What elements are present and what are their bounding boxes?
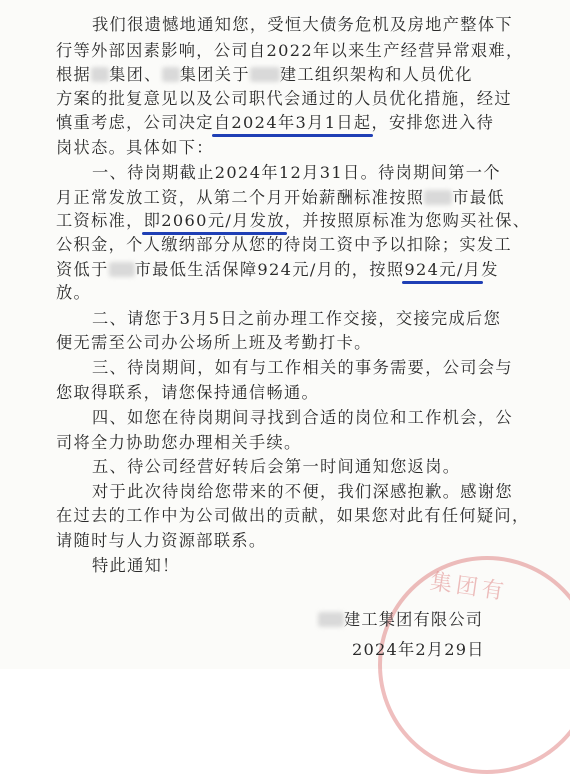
para-intro-line-4: 方案的批复意见以及公司职代会通过的人员优化措施，经过	[56, 88, 512, 108]
item-1-line-1: 一、待岗期截止2024年12月31日。待岗期间第一个	[92, 163, 501, 183]
closing-line-3: 请随时与人力资源部联系。	[56, 530, 267, 550]
item-1-line-6: 放。	[56, 283, 92, 303]
item-2-line-2: 便无需至公司办公场所上班及考勤打卡。	[56, 333, 372, 353]
para-intro-line-6: 岗状态。具体如下：	[56, 137, 214, 157]
item-1-line-2: 月正常发放工资，从第二个月开始薪酬标准按照 市最低	[56, 187, 505, 207]
item-1-line-4: 公积金，个人缴纳部分从您的待岗工资中予以扣除；实发工	[56, 235, 512, 255]
closing-line-2: 在过去的工作中为公司做出的贡献，如果您对此有任何疑问，	[56, 506, 530, 526]
signature-date: 2024年2月29日	[352, 640, 485, 659]
signature-organization: 建工集团有限公司	[318, 610, 570, 630]
item-3-line-1: 三、待岗期间，如有与工作相关的事务需要，公司会与	[92, 358, 513, 378]
redaction	[250, 67, 280, 82]
item-5-line-1: 五、待公司经营好转后会第一时间通知您返岗。	[92, 457, 461, 477]
para-intro-line-3: 根据 集团、 集团关于 建工组织架构和人员优化	[56, 65, 473, 85]
item-3-line-2: 您取得联系，请您保持通信畅通。	[56, 382, 320, 402]
company-seal-text: 集团有	[428, 569, 510, 606]
para-intro-line-1: 我们很遗憾地通知您，受恒大债务危机及房地产整体下	[92, 15, 513, 35]
redaction	[91, 67, 109, 82]
closing-line-1: 对于此次待岗给您带来的不便，我们深感抱歉。感谢您	[92, 481, 513, 501]
closing-line-4: 特此通知！	[92, 555, 180, 575]
para-intro-line-2: 行等外部因素影响，公司自2022年以来生产经营异常艰难，	[56, 40, 524, 60]
item-1-line-5: 资低于 市最低生活保障924元/月的，按照924元/月发	[56, 259, 499, 279]
item-2-line-1: 二、请您于3月5日之前办理工作交接，交接完成后您	[92, 308, 502, 328]
item-1-line-3: 工资标准，即2060元/月发放，并按照原标准为您购买社保、	[56, 211, 531, 231]
highlight-start-date: 自2024年3月1日起	[213, 113, 372, 133]
redaction	[424, 190, 452, 205]
redaction	[109, 262, 135, 277]
highlight-wage-2060: 即2060元/月发放	[143, 211, 285, 231]
item-4-line-1: 四、如您在待岗期间寻找到合适的岗位和工作机会，公	[92, 408, 513, 428]
highlight-wage-924: 924元/月	[404, 259, 482, 279]
item-4-line-2: 司将全力协助您办理相关手续。	[56, 432, 302, 452]
para-intro-line-5: 慎重考虑，公司决定自2024年3月1日起，安排您进入待	[56, 113, 495, 133]
redaction	[318, 612, 344, 627]
redaction	[162, 67, 180, 82]
